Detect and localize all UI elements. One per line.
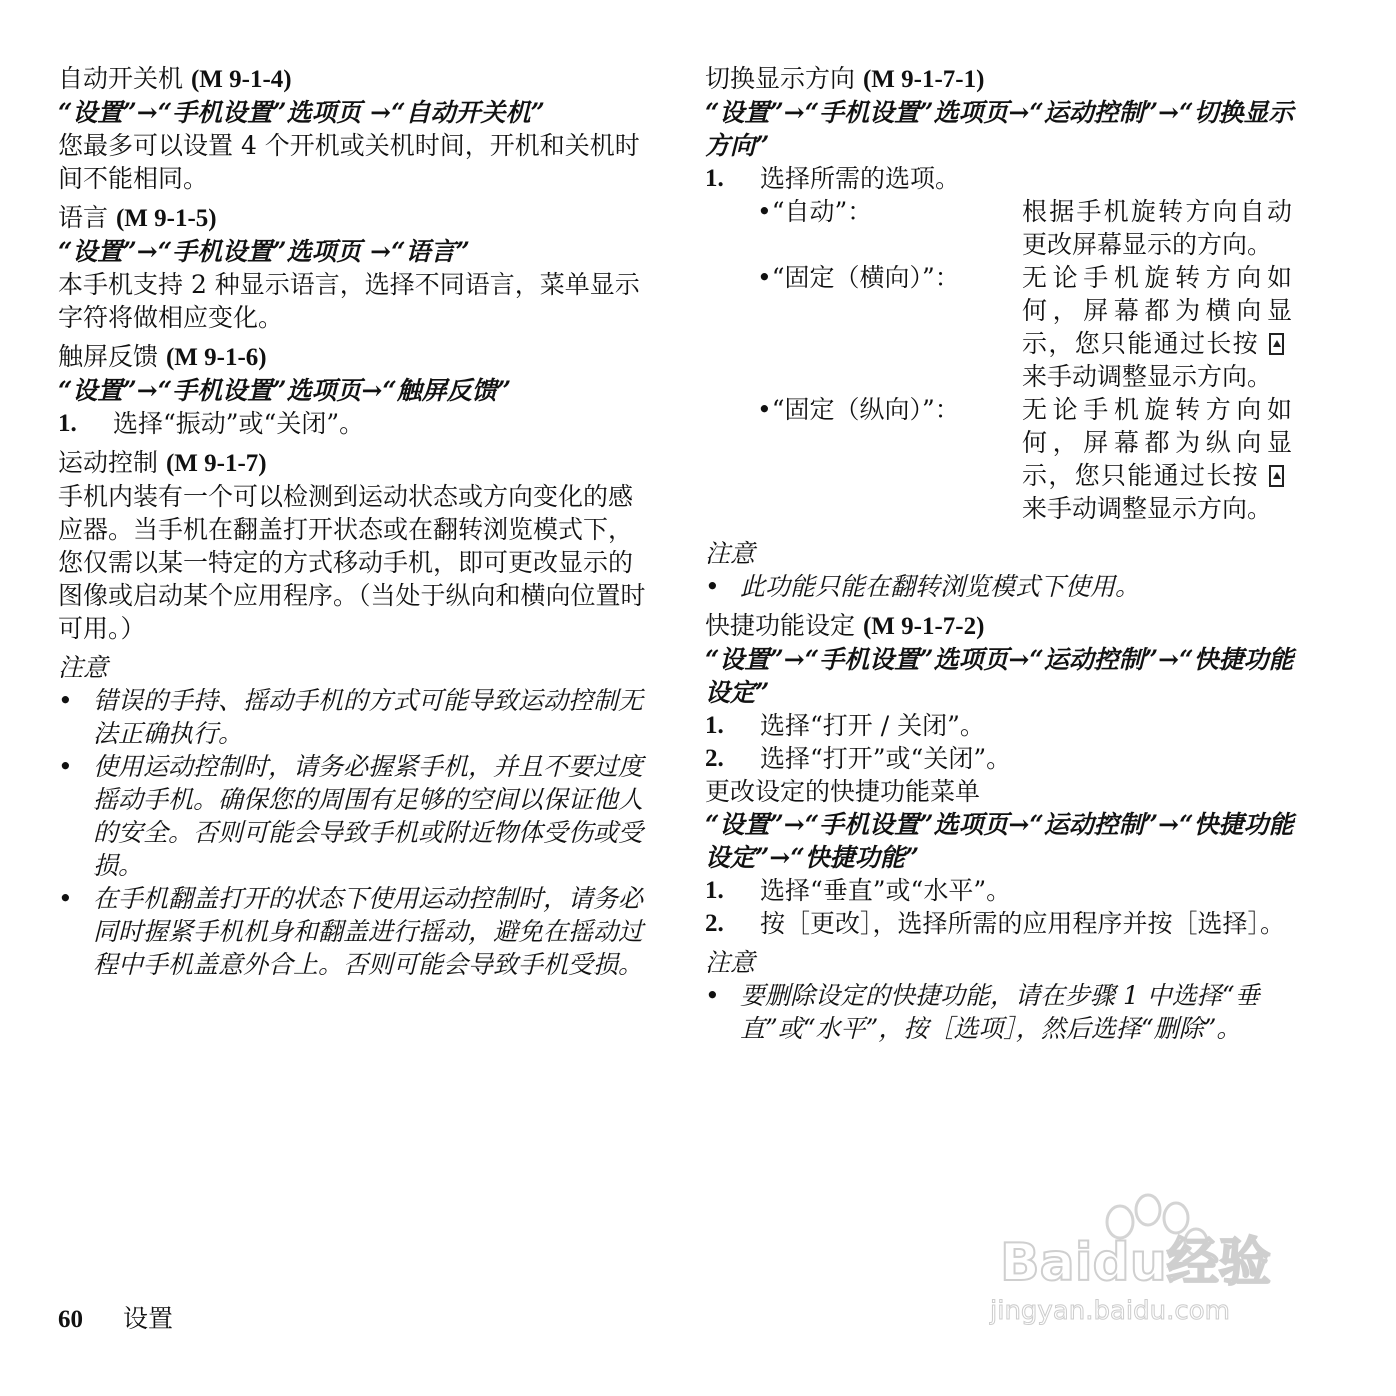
bullet-icon: • [58,752,73,781]
menu-path: “设置”→“手机设置”选项页→“触屏反馈” [58,376,512,405]
step-text: 选择“垂直”或“水平”。 [760,876,1012,905]
section-heading-motion-control [58,446,653,480]
step-number: 2. [705,745,724,772]
heading-text: 切换显示方向 [705,64,856,93]
bullet-icon: • [705,981,720,1010]
paragraph: 手机内装有一个可以检测到运动状态或方向变化的感应器。当手机在翻盖打开状态或在翻转浏览模式下，您仅需以某一特定的方式移动手机，即可更改显示的图像或启动某个应用程序。（当处于纵向和横向位置时可用。） [58,482,646,643]
right-column [705,62,1297,1045]
note-heading: 注意 [58,653,109,682]
footer-section-name: 设置 [123,1304,174,1333]
section-heading-switch-orientation [705,62,1297,96]
step-item [705,907,1297,940]
note-item [58,750,653,882]
step-number: 1. [705,877,724,904]
paragraph: 您最多可以设置 4 个开机或关机时间，开机和关机时间不能相同。 [58,131,640,193]
note-heading: 注意 [705,948,756,977]
option-label: •“固定（横向）”： [757,263,960,292]
bullet-icon: • [705,572,720,601]
step-item [705,874,1297,907]
baidu-jingyan-watermark [990,1188,1310,1338]
side-key-icon [1269,333,1284,355]
note-item [705,979,1297,1045]
option-description-text: 来手动调整显示方向。 [1022,494,1273,523]
step-text: 选择“打开 / 关闭”。 [760,711,985,740]
menu-path: “设置”→“手机设置”选项页→“运动控制”→“快捷功能设定”→“快捷功能” [705,810,1294,872]
section-heading-touch-feedback [58,340,653,374]
watermark-url: jingyan.baidu.com [990,1296,1230,1326]
section-heading-auto-power [58,62,653,96]
step-item [705,709,1297,742]
note-text: 要删除设定的快捷功能，请在步骤 1 中选择“垂直”或“水平”，按［选项］，然后选择“删除”。 [740,981,1260,1043]
menu-code: (M 9-1-5) [115,205,217,232]
side-key-icon [1269,465,1284,487]
option-row-portrait [757,393,1297,525]
section-heading-change-shortcut-menu: 更改设定的快捷功能菜单 [705,777,981,806]
step-number: 2. [705,910,724,937]
heading-text: 运动控制 [58,448,159,477]
note-text: 使用运动控制时，请务必握紧手机，并且不要过度摇动手机。确保您的周围有足够的空间以保证他人的安全。否则可能会导致手机或附近物体受伤或受损。 [93,752,644,880]
option-description: 根据手机旋转方向自动更改屏幕显示的方向。 [1022,197,1292,259]
menu-path: “设置”→“手机设置”选项页 →“自动开关机” [58,98,545,127]
step-text: 选择“振动”或“关闭”。 [113,409,365,438]
step-item [58,407,653,440]
heading-text: 触屏反馈 [58,342,159,371]
step-item [705,742,1297,775]
menu-path: “设置”→“手机设置”选项页→“运动控制”→“切换显示方向” [705,98,1294,160]
menu-code: (M 9-1-7) [165,450,267,477]
menu-code: (M 9-1-4) [190,66,292,93]
menu-code: (M 9-1-7-1) [862,66,985,93]
section-heading-language [58,201,653,235]
page-number: 60 [58,1306,83,1333]
option-description-text: 无论手机旋转方向如何，屏幕都为横向显示，您只能通过长按 [1022,263,1292,358]
step-text: 选择“打开”或“关闭”。 [760,744,1012,773]
option-description [1022,393,1292,525]
step-number: 1. [705,712,724,739]
option-description-text: 来手动调整显示方向。 [1022,362,1273,391]
heading-text: 自动开关机 [58,64,184,93]
option-label: •“固定（纵向）”： [757,395,960,424]
menu-code: (M 9-1-7-2) [862,613,985,640]
option-description [1022,261,1292,393]
option-row-landscape [757,261,1297,393]
page-footer [58,1302,173,1336]
menu-code: (M 9-1-6) [165,344,267,371]
step-text: 选择所需的选项。 [760,164,961,193]
note-text: 此功能只能在翻转浏览模式下使用。 [740,572,1141,601]
menu-path: “设置”→“手机设置”选项页→“运动控制”→“快捷功能设定” [705,645,1294,707]
option-label: •“自动”： [757,197,873,226]
left-column [58,62,653,981]
heading-text: 语言 [58,203,109,232]
step-item [705,162,1297,195]
step-text: 按［更改］，选择所需的应用程序并按［选择］。 [760,909,1286,938]
note-item [58,684,653,750]
note-item [705,570,1297,603]
note-text: 在手机翻盖打开的状态下使用运动控制时，请务必同时握紧手机机身和翻盖进行摇动，避免在摇动过程中手机盖意外合上。否则可能会导致手机受损。 [93,884,644,979]
note-item [58,882,653,981]
watermark-logo-text: Baidu经验 [1000,1233,1271,1293]
option-row-auto [757,195,1297,261]
section-heading-shortcut-settings [705,609,1297,643]
heading-text: 快捷功能设定 [705,611,856,640]
bullet-icon: • [58,686,73,715]
option-description-text: 无论手机旋转方向如何，屏幕都为纵向显示，您只能通过长按 [1022,395,1292,490]
step-number: 1. [705,165,724,192]
menu-path: “设置”→“手机设置”选项页 →“语言” [58,237,470,266]
paragraph: 本手机支持 2 种显示语言，选择不同语言，菜单显示字符将做相应变化。 [58,270,640,332]
step-number: 1. [58,410,77,437]
note-text: 错误的手持、摇动手机的方式可能导致运动控制无法正确执行。 [93,686,644,748]
note-heading: 注意 [705,539,756,568]
bullet-icon: • [58,884,73,913]
